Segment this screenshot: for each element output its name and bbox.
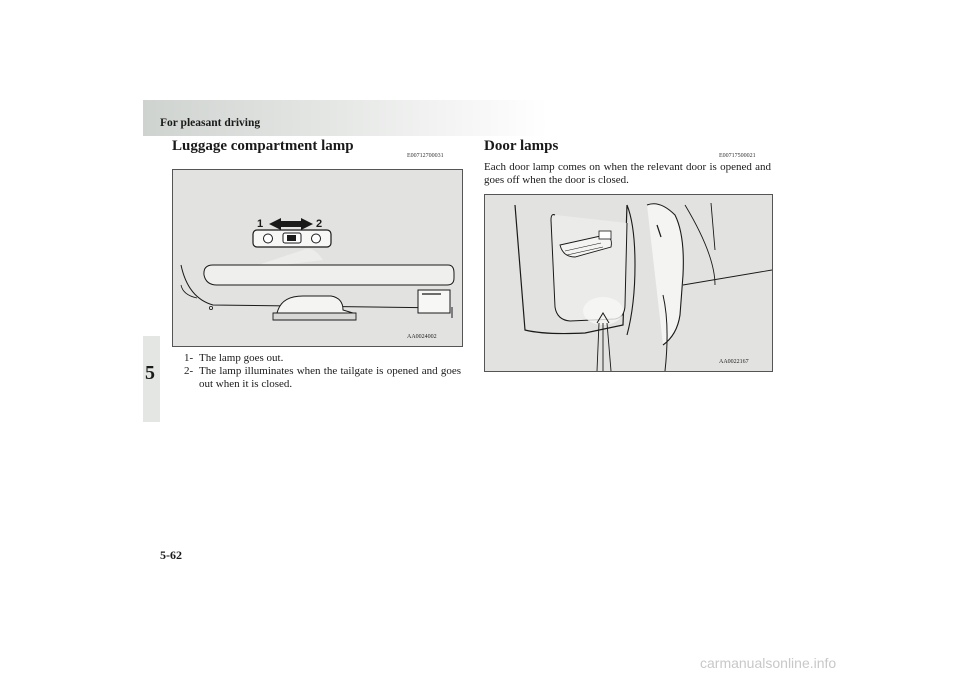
callout-2: 2 bbox=[316, 218, 323, 230]
door-lamps-body: Each door lamp comes on when the relevant door is opened and goes off when the door is closed. bbox=[484, 161, 771, 186]
section-title: For pleasant driving bbox=[160, 117, 261, 129]
door-frame-edge bbox=[627, 205, 635, 335]
list-item bbox=[184, 365, 461, 391]
door-lamps-code: E00717500021 bbox=[719, 153, 756, 159]
luggage-lamp-list bbox=[184, 352, 461, 391]
lamp-lens-left bbox=[264, 234, 273, 243]
luggage-lamp-code: E00712700031 bbox=[407, 153, 444, 159]
double-arrow-icon bbox=[269, 218, 313, 230]
luggage-lamp-figure-code: AA0024002 bbox=[407, 334, 437, 340]
watermark: carmanualsonline.info bbox=[700, 655, 837, 671]
door-lamp-glow bbox=[583, 297, 623, 325]
list-marker: 2- bbox=[184, 365, 194, 377]
list-item-text: The lamp illuminates when the tailgate is opened and goes out when it is closed. bbox=[199, 365, 461, 390]
luggage-lamp-illustration bbox=[173, 170, 462, 346]
lamp-switch-knob bbox=[287, 235, 296, 241]
luggage-lamp-heading: Luggage compartment lamp bbox=[172, 138, 354, 154]
rear-door bbox=[647, 204, 683, 345]
page-number: 5-62 bbox=[160, 548, 182, 562]
door-handle bbox=[599, 231, 611, 239]
door-lamps-figure-code: AA0022167 bbox=[719, 359, 749, 365]
door-lamps-figure bbox=[484, 194, 773, 372]
chapter-number: 5 bbox=[145, 362, 155, 384]
luggage-lamp-figure bbox=[172, 169, 463, 347]
door-lamps-illustration bbox=[485, 195, 772, 371]
tailgate-handle bbox=[277, 296, 353, 313]
list-item-text: The lamp goes out. bbox=[199, 352, 284, 364]
callout-1: 1 bbox=[257, 218, 264, 230]
door-lamps-heading: Door lamps bbox=[484, 138, 559, 154]
tailgate-trim bbox=[204, 265, 454, 285]
list-item bbox=[184, 352, 461, 365]
list-marker: 1- bbox=[184, 352, 194, 364]
lamp-lens-right bbox=[312, 234, 321, 243]
